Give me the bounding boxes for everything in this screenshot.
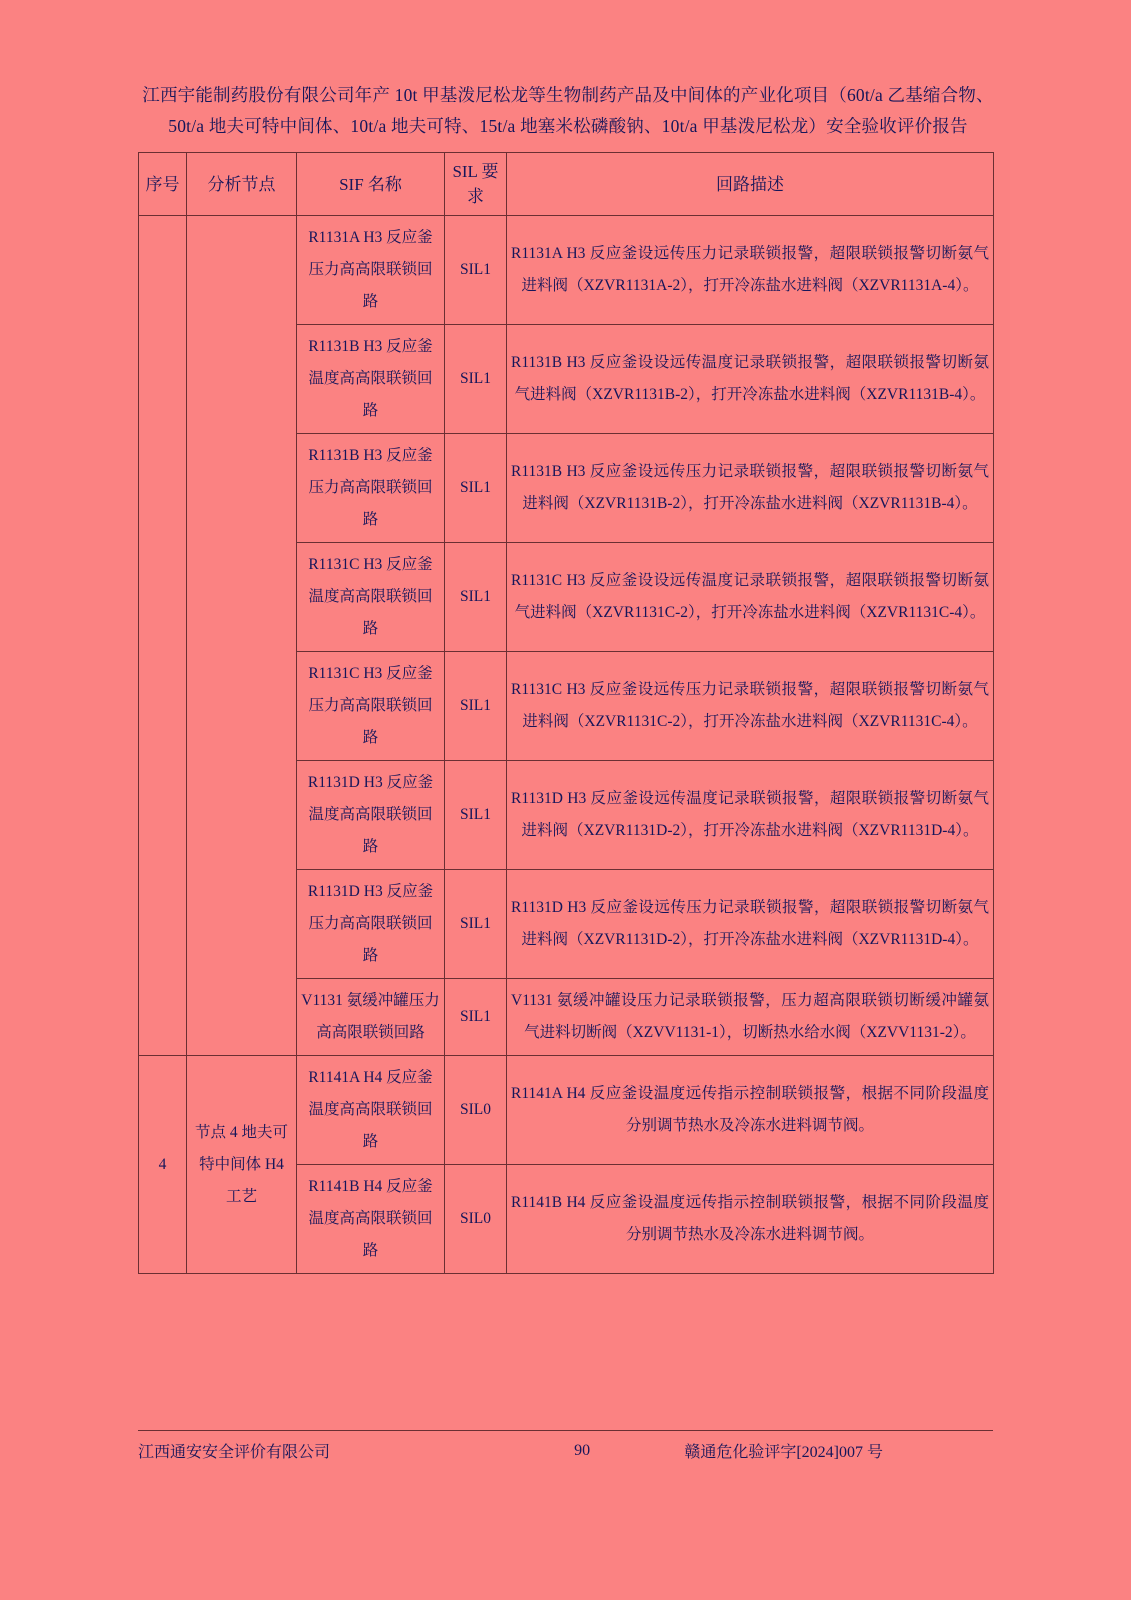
footer-page-number: 90 [574,1441,591,1459]
cell-node: 节点 4 地夫可特中间体 H4 工艺 [187,1056,297,1274]
cell-sil: SIL0 [445,1165,507,1274]
cell-desc: R1131B H3 反应釜设远传压力记录联锁报警，超限联锁报警切断氨气进料阀（XZVR1131B-2），打开冷冻盐水进料阀（XZVR1131B-4）。 [507,434,994,543]
cell-sil: SIL1 [445,652,507,761]
header-sif: SIF 名称 [297,153,445,216]
cell-desc: R1131D H3 反应釜设远传压力记录联锁报警，超限联锁报警切断氨气进料阀（XZVR1131D-2），打开冷冻盐水进料阀（XZVR1131D-4）。 [507,870,994,979]
footer-doc-number: 赣通危化验评字[2024]007 号 [684,1444,883,1461]
header-node: 分析节点 [187,153,297,216]
cell-desc: R1131A H3 反应釜设远传压力记录联锁报警，超限联锁报警切断氨气进料阀（XZVR1131A-2），打开冷冻盐水进料阀（XZVR1131A-4）。 [507,216,994,325]
cell-sil: SIL1 [445,216,507,325]
cell-sif: V1131 氨缓冲罐压力高高限联锁回路 [297,979,445,1056]
cell-desc: R1141B H4 反应釜设温度远传指示控制联锁报警，根据不同阶段温度分别调节热水及冷冻水进料调节阀。 [507,1165,994,1274]
cell-sil: SIL1 [445,979,507,1056]
cell-sif: R1141B H4 反应釜温度高高限联锁回路 [297,1165,445,1274]
cell-sil: SIL0 [445,1056,507,1165]
page-footer [138,1430,993,1462]
cell-sil: SIL1 [445,325,507,434]
cell-sif: R1131B H3 反应釜温度高高限联锁回路 [297,325,445,434]
cell-sif: R1131C H3 反应釜温度高高限联锁回路 [297,543,445,652]
cell-sil: SIL1 [445,761,507,870]
cell-sif: R1131D H3 反应釜温度高高限联锁回路 [297,761,445,870]
cell-sif: R1141A H4 反应釜温度高高限联锁回路 [297,1056,445,1165]
cell-desc: R1131C H3 反应釜设远传压力记录联锁报警，超限联锁报警切断氨气进料阀（XZVR1131C-2），打开冷冻盐水进料阀（XZVR1131C-4）。 [507,652,994,761]
cell-sil: SIL1 [445,434,507,543]
table-header-row [139,153,994,216]
cell-node [187,216,297,1056]
table-body [139,216,994,1274]
header-desc: 回路描述 [507,153,994,216]
cell-seq: 4 [139,1056,187,1274]
cell-sif: R1131A H3 反应釜压力高高限联锁回路 [297,216,445,325]
header-sil: SIL 要求 [445,153,507,216]
cell-sil: SIL1 [445,543,507,652]
cell-desc: R1141A H4 反应釜设温度远传指示控制联锁报警，根据不同阶段温度分别调节热水及冷冻水进料调节阀。 [507,1056,994,1165]
cell-seq [139,216,187,1056]
cell-desc: R1131D H3 反应釜设远传温度记录联锁报警，超限联锁报警切断氨气进料阀（XZVR1131D-2），打开冷冻盐水进料阀（XZVR1131D-4）。 [507,761,994,870]
cell-sil: SIL1 [445,870,507,979]
table-header [139,153,994,216]
cell-desc: R1131B H3 反应釜设设远传温度记录联锁报警，超限联锁报警切断氨气进料阀（XZVR1131B-2），打开冷冻盐水进料阀（XZVR1131B-4）。 [507,325,994,434]
header-seq: 序号 [139,153,187,216]
cell-desc: R1131C H3 反应釜设设远传温度记录联锁报警，超限联锁报警切断氨气进料阀（XZVR1131C-2），打开冷冻盐水进料阀（XZVR1131C-4）。 [507,543,994,652]
cell-sif: R1131C H3 反应釜压力高高限联锁回路 [297,652,445,761]
sif-table [138,152,994,1274]
footer-company: 江西通安安全评价有限公司 [138,1444,331,1461]
cell-desc: V1131 氨缓冲罐设压力记录联锁报警，压力超高限联锁切断缓冲罐氨气进料切断阀（XZVV1131-1），切断热水给水阀（XZVV1131-2）。 [507,979,994,1056]
cell-sif: R1131D H3 反应釜压力高高限联锁回路 [297,870,445,979]
table-row [139,216,994,325]
cell-sif: R1131B H3 反应釜压力高高限联锁回路 [297,434,445,543]
table-row [139,1056,994,1165]
page-title: 江西宇能制药股份有限公司年产 10t 甲基泼尼松龙等生物制药产品及中间体的产业化项目（60t/a 乙基缩合物、50t/a 地夫可特中间体、10t/a 地夫可特、15t/a 地塞米松磷酸钠、10t/a 甲基泼尼松龙）安全验收评价报告 [142,85,994,136]
